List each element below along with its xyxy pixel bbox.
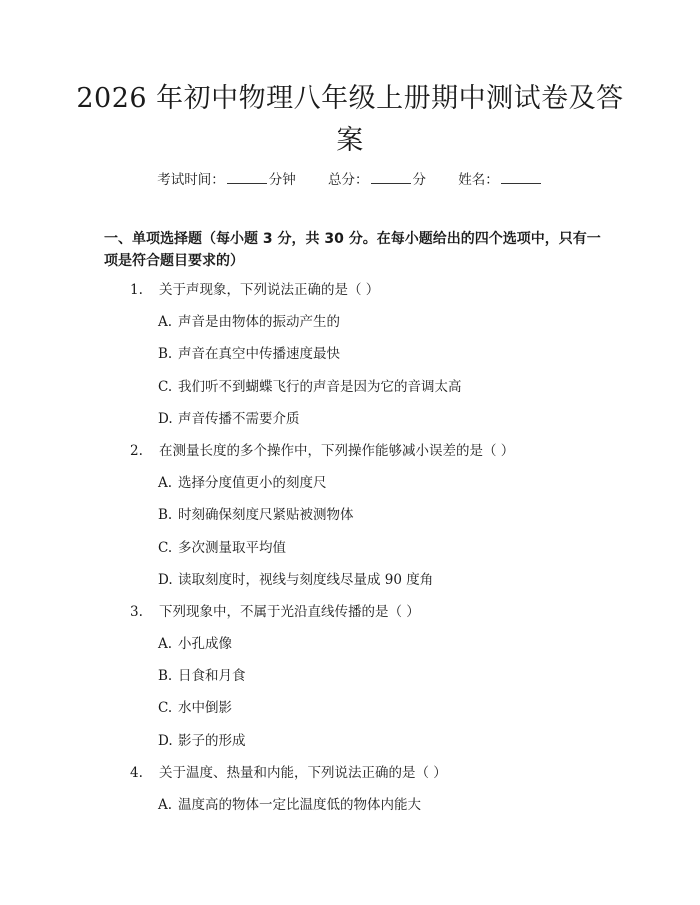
option-3b: [0, 667, 700, 699]
option-text: 温度高的物体一定比温度低的物体内能大: [178, 797, 421, 813]
student-name-label: 姓名：: [458, 172, 499, 188]
option-text: 小孔成像: [178, 636, 232, 653]
option-2a: [0, 474, 700, 506]
question-text: 在测量长度的多个操作中，下列操作能够减小误差的是（ ）: [159, 442, 515, 459]
exam-time-blank: [227, 171, 267, 184]
option-text: 我们听不到蝴蝶飞行的声音是因为它的音调太高: [178, 378, 462, 395]
option-1d: [0, 410, 700, 442]
exam-time-field: [157, 168, 296, 188]
option-1b: [0, 345, 700, 377]
question-number: 2.: [130, 442, 143, 459]
question-1: [0, 281, 700, 313]
question-text: 关于温度、热量和内能，下列说法正确的是（ ）: [159, 764, 447, 781]
option-letter: A.: [158, 636, 173, 653]
option-2b: [0, 506, 700, 538]
option-letter: D.: [158, 410, 173, 427]
option-letter: C.: [158, 700, 173, 717]
option-1c: [0, 378, 700, 410]
question-number: 4.: [130, 764, 143, 781]
option-letter: C.: [158, 539, 173, 556]
option-4a: [0, 796, 700, 828]
option-letter: B.: [158, 346, 173, 363]
option-letter: D.: [158, 732, 173, 749]
option-text: 选择分度值更小的刻度尺: [178, 475, 327, 492]
exam-time-label: 考试时间：: [157, 172, 225, 188]
document-title: 2026 年初中物理八年级上册期中测试卷及答案: [76, 83, 624, 156]
option-letter: A.: [158, 314, 173, 331]
option-letter: D.: [158, 571, 173, 588]
option-letter: C.: [158, 378, 173, 395]
question-number: 3.: [130, 603, 143, 620]
option-text: 读取刻度时，视线与刻度线尽量成 90 度角: [178, 571, 434, 588]
option-text: 多次测量取平均值: [178, 539, 286, 556]
total-score-label: 总分：: [328, 172, 369, 188]
question-text: 关于声现象，下列说法正确的是（ ）: [159, 282, 380, 298]
option-text: 声音传播不需要介质: [178, 410, 300, 427]
option-3c: [0, 699, 700, 731]
option-text: 日食和月食: [178, 668, 246, 685]
option-3a: [0, 635, 700, 667]
option-text: 水中倒影: [178, 700, 232, 717]
question-number: 1.: [130, 282, 143, 298]
student-name-field: [458, 168, 543, 188]
option-letter: A.: [158, 475, 173, 492]
option-letter: B.: [158, 668, 173, 685]
question-3: [0, 603, 700, 635]
question-4: [0, 764, 700, 796]
student-name-blank: [501, 171, 541, 184]
section-heading: 一、单项选择题（每小题 3 分，共 30 分。在每小题给出的四个选项中，只有一项是符合题目要求的）: [104, 231, 601, 269]
question-2: [0, 442, 700, 474]
total-score-blank: [371, 171, 411, 184]
option-2c: [0, 539, 700, 571]
question-list: [0, 281, 700, 828]
option-text: 时刻确保刻度尺紧贴被测物体: [178, 507, 354, 524]
option-3d: [0, 732, 700, 764]
option-text: 声音在真空中传播速度最快: [178, 346, 340, 363]
total-score-field: [328, 168, 426, 188]
option-letter: B.: [158, 507, 173, 524]
option-text: 声音是由物体的振动产生的: [178, 314, 340, 331]
option-2d: [0, 571, 700, 603]
total-score-unit: 分: [412, 172, 426, 188]
option-1a: [0, 313, 700, 345]
exam-info-line: [0, 168, 700, 188]
question-text: 下列现象中，不属于光沿直线传播的是（ ）: [159, 603, 420, 620]
option-letter: A.: [158, 797, 173, 813]
option-text: 影子的形成: [178, 732, 246, 749]
exam-time-unit: 分钟: [268, 172, 296, 188]
